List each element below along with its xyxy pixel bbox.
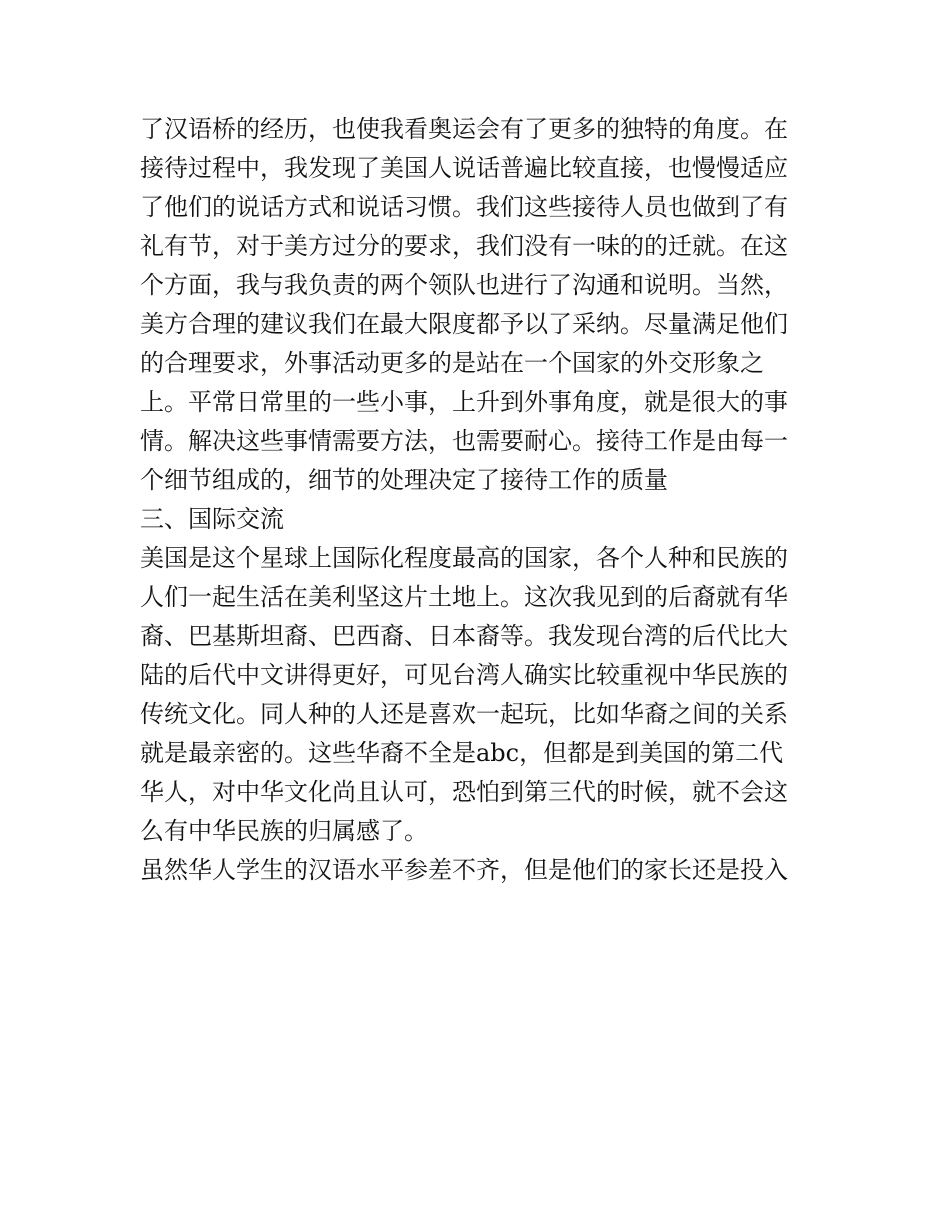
text-line: 了汉语桥的经历，也使我看奥运会有了更多的独特的角度。在: [140, 115, 788, 143]
text-line: 裔、巴基斯坦裔、巴西裔、日本裔等。我发现台湾的后代比大: [140, 622, 788, 650]
section-heading: 三、国际交流: [140, 505, 284, 533]
text-line: 陆的后代中文讲得更好，可见台湾人确实比较重视中华民族的: [140, 661, 788, 689]
text-line: 接待过程中，我发现了美国人说话普遍比较直接，也慢慢适应: [140, 154, 788, 182]
text-line: 了他们的说话方式和说话习惯。我们这些接待人员也做到了有: [140, 193, 788, 221]
text-line: 个细节组成的，细节的处理决定了接待工作的质量: [140, 466, 668, 494]
text-line: 个方面，我与我负责的两个领队也进行了沟通和说明。当然，: [140, 271, 788, 299]
text-line: 礼有节，对于美方过分的要求，我们没有一味的的迁就。在这: [140, 232, 788, 260]
body-text: [140, 110, 820, 890]
text-line: 传统文化。同人种的人还是喜欢一起玩，比如华裔之间的关系: [140, 700, 788, 728]
text-line: 就是最亲密的。这些华裔不全是abc，但都是到美国的第二代: [140, 739, 784, 767]
text-line: 美国是这个星球上国际化程度最高的国家，各个人种和民族的: [140, 544, 788, 572]
text-line: 的合理要求，外事活动更多的是站在一个国家的外交形象之: [140, 349, 764, 377]
text-line: 上。平常日常里的一些小事，上升到外事角度，就是很大的事: [140, 388, 788, 416]
text-line: 虽然华人学生的汉语水平参差不齐，但是他们的家长还是投入: [140, 856, 788, 884]
text-line: 情。解决这些事情需要方法，也需要耐心。接待工作是由每一: [140, 427, 788, 455]
text-line: 么有中华民族的归属感了。: [140, 817, 428, 845]
text-line: 美方合理的建议我们在最大限度都予以了采纳。尽量满足他们: [140, 310, 788, 338]
text-line: 华人，对中华文化尚且认可，恐怕到第三代的时候，就不会这: [140, 778, 788, 806]
text-line: 人们一起生活在美利坚这片土地上。这次我见到的后裔就有华: [140, 583, 788, 611]
